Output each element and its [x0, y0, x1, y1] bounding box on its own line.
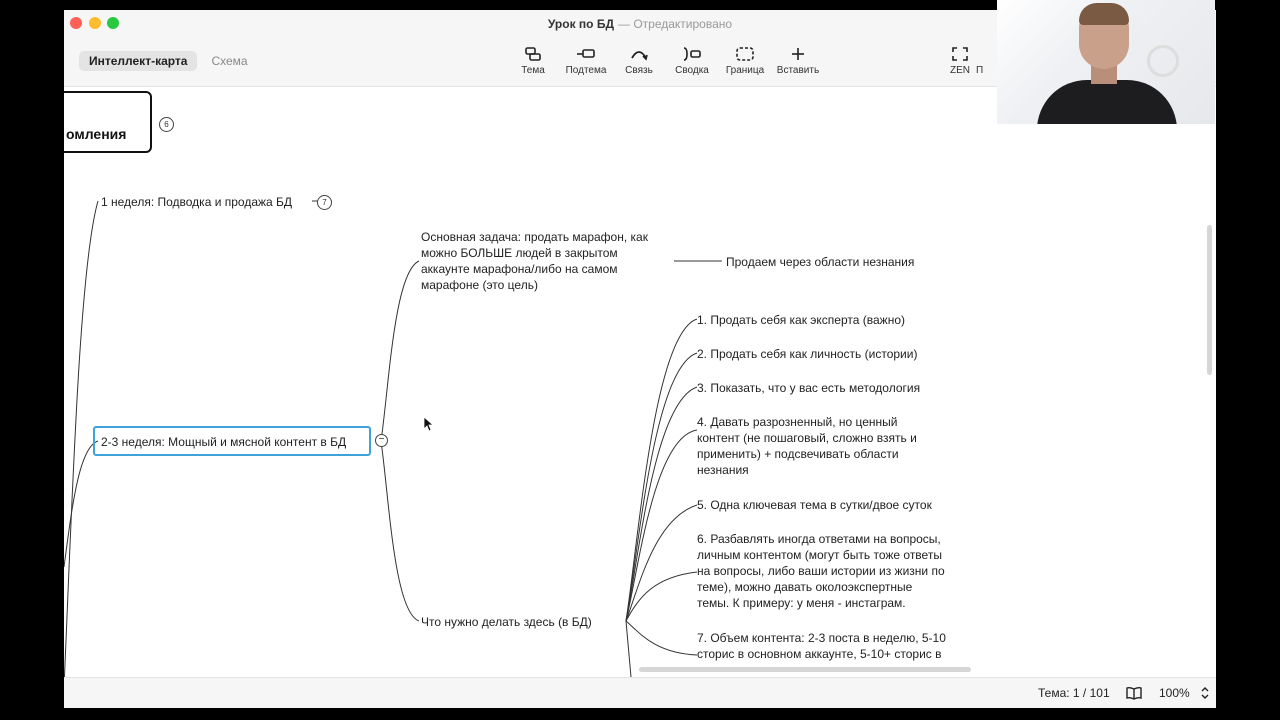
zen-icon [950, 46, 970, 62]
horizontal-scrollbar[interactable] [639, 667, 971, 672]
central-topic[interactable] [64, 91, 152, 153]
pitch-label: П [976, 65, 984, 76]
week23-topic[interactable]: 2-3 неделя: Мощный и мясной контент в БД [101, 435, 347, 449]
todo-item-line: 4. Давать разрозненный, но ценный [697, 415, 898, 429]
presenter-body [1037, 80, 1177, 124]
mindmap-canvas[interactable] [64, 87, 1216, 677]
webcam-overlay [997, 0, 1215, 124]
todo-item-7[interactable] [697, 630, 946, 662]
topic-icon [524, 46, 542, 62]
tab-outline[interactable]: Схема [211, 54, 248, 68]
edited-status: — Отредактировано [618, 17, 733, 31]
insert-button[interactable] [768, 46, 828, 76]
mouse-cursor-icon [423, 416, 433, 432]
main-task-line: марафоне (это цель) [421, 278, 538, 292]
ring-light [1147, 45, 1179, 77]
week1-topic[interactable]: 1 неделя: Подводка и продажа БД [101, 195, 293, 209]
relationship-icon [629, 46, 649, 62]
insert-label: Вставить [776, 65, 820, 76]
todo-item-1[interactable] [697, 312, 905, 328]
plus-icon [788, 46, 808, 62]
collapse-button[interactable]: − [375, 434, 388, 447]
boundary-label: Граница [725, 65, 765, 76]
main-task-line: аккаунте марафона/либо на самом [421, 262, 618, 276]
vertical-scrollbar[interactable] [1207, 225, 1212, 375]
presenter-hair [1079, 3, 1129, 25]
todo-item-line: теме), можно давать околоэкспертные [697, 580, 913, 594]
zoom-level[interactable]: 100% [1159, 686, 1190, 700]
main-task-line: можно БОЛЬШЕ людей в закрытом [421, 246, 618, 260]
document-name: Урок по БД [547, 17, 614, 31]
todo-item-6[interactable] [697, 531, 945, 611]
todo-item-line: 7. Объем контента: 2-3 поста в неделю, 5-10 [697, 631, 946, 645]
subtopic-label: Подтема [565, 65, 607, 76]
summary-icon [682, 46, 702, 62]
central-topic-label: омления [66, 126, 127, 142]
todo-item-line: личным контентом (могут быть тоже ответы [697, 548, 942, 562]
zen-label: ZEN [950, 65, 970, 76]
relationship-button[interactable] [609, 46, 669, 76]
subtopic-button[interactable] [556, 46, 616, 76]
todo-item-4[interactable] [697, 414, 917, 478]
todo-item-line: 6. Разбавлять иногда ответами на вопросы, [697, 532, 941, 546]
boundary-icon [735, 46, 755, 62]
todo-item-line: на вопросы, либо ваши истории из жизни по [697, 564, 945, 578]
week1-count-badge[interactable]: 7 [317, 195, 332, 210]
todo-item-line: 1. Продать себя как эксперта (важно) [697, 313, 905, 327]
todo-topic[interactable]: Что нужно делать здесь (в БД) [421, 615, 592, 629]
view-switch [79, 51, 258, 71]
main-task-line: Основная задача: продать марафон, как [421, 230, 648, 244]
book-icon[interactable] [1126, 686, 1142, 700]
sell-via-unknown-areas-topic[interactable]: Продаем через области незнания [726, 255, 915, 269]
status-bar [64, 677, 1216, 708]
todo-item-5[interactable] [697, 497, 932, 513]
zoom-stepper-icon[interactable] [1200, 685, 1210, 701]
relationship-label: Связь [625, 65, 653, 76]
todo-item-2[interactable] [697, 346, 917, 362]
summary-label: Сводка [675, 65, 709, 76]
central-topic-count-badge[interactable]: 6 [159, 117, 174, 132]
summary-button[interactable] [662, 46, 722, 76]
todo-item-line: сторис в основном аккаунте, 5-10+ сторис в [697, 647, 942, 661]
todo-item-line: 3. Показать, что у вас есть методология [697, 381, 921, 395]
todo-item-line: контент (не пошаговый, сложно взять и [697, 431, 917, 445]
todo-item-line: 2. Продать себя как личность (истории) [697, 347, 918, 361]
topic-label: Тема [521, 65, 545, 76]
subtopic-icon [576, 46, 596, 62]
main-task-topic[interactable] [421, 229, 648, 293]
boundary-button[interactable] [715, 46, 775, 76]
todo-item-line: незнания [697, 463, 749, 477]
pitch-button[interactable] [976, 46, 996, 76]
todo-item-line: 5. Одна ключевая тема в сутки/двое суток [697, 498, 932, 512]
topic-button[interactable] [503, 46, 563, 76]
todo-item-3[interactable] [697, 380, 920, 396]
tab-mindmap[interactable]: Интеллект-карта [79, 51, 197, 71]
todo-item-line: применить) + подсвечивать области [697, 447, 899, 461]
topic-counter: Тема: 1 / 101 [1038, 686, 1110, 700]
connector-lines [64, 87, 1216, 677]
todo-item-line: темы. К примеру: у меня - инстаграм. [697, 596, 906, 610]
